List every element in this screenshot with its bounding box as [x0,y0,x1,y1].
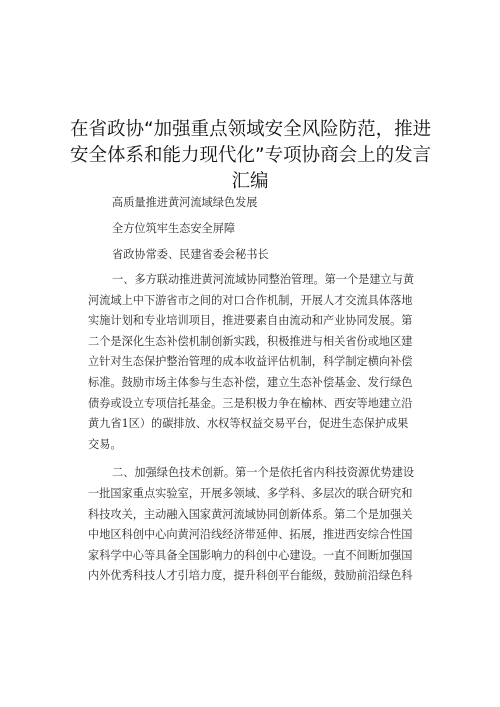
paragraph-line: 二、加强绿色技术创新。第一个是依托省内科技资源优势建设 [112,466,414,480]
paragraph-line: 家科学中心等具备全国影响力的科创中心建设。一直不间断加强国 [88,548,413,562]
paragraph-line: 黄九省1区）的碳排放、水权等权益交易平台，促进生态保护成果 [88,417,409,431]
paragraph-line: 二个是深化生态补偿机制创新实践，积极推进与相关省份或地区建 [88,334,413,348]
document-body [88,190,414,587]
document-title [70,117,430,195]
subtitle: 高质量推进黄河流域绿色发展 [112,196,258,209]
paragraph-line: 交易。 [88,437,122,451]
paragraph-1 [88,270,414,455]
paragraph-line: 内外优秀科技人才引培力度，提升科创平台能级，鼓励前沿绿色科 [88,569,413,583]
paragraph-line: 立针对生态保护整治管理的成本收益评估机制，科学制定横向补偿 [88,355,413,369]
speaker-line: 省政协常委、民建省委会秘书长 [112,248,269,261]
paragraph-line: 一批国家重点实验室，开展多领域、多学科、多层次的联合研究和 [88,486,413,500]
paragraph-line: 科技攻关，主动融入国家黄河流域协同创新体系。第二个是加强关 [88,507,413,521]
paragraph-line: 债券或设立专项信托基金。三是积极力争在榆林、西安等地建立沿 [88,396,413,410]
paragraph-line: 一、多方联动推进黄河流域协同整治管理。第一个是建立与黄 [112,273,414,286]
paragraph-line: 中地区科创中心向黄河沿线经济带延伸、拓展，推进西安综合性国 [88,528,413,542]
section-heading: 全方位筑牢生态安全屏障 [112,222,236,235]
title-line: 安全体系和能力现代化”专项协商会上的发言 [70,145,432,166]
title-line: 汇编 [231,171,269,192]
paragraph-line: 标准。鼓励市场主体参与生态补偿，建立生态补偿基金、发行绿色 [88,375,413,389]
title-line: 在省政协“加强重点领域安全风险防范，推进 [70,119,432,140]
paragraph-2 [88,463,414,587]
paragraph-line: 实施计划和专业培训项目，推进要素自由流动和产业协同发展。第 [88,314,413,328]
paragraph-line: 河流域上中下游省市之间的对口合作机制，开展人才交流具体落地 [88,293,413,307]
